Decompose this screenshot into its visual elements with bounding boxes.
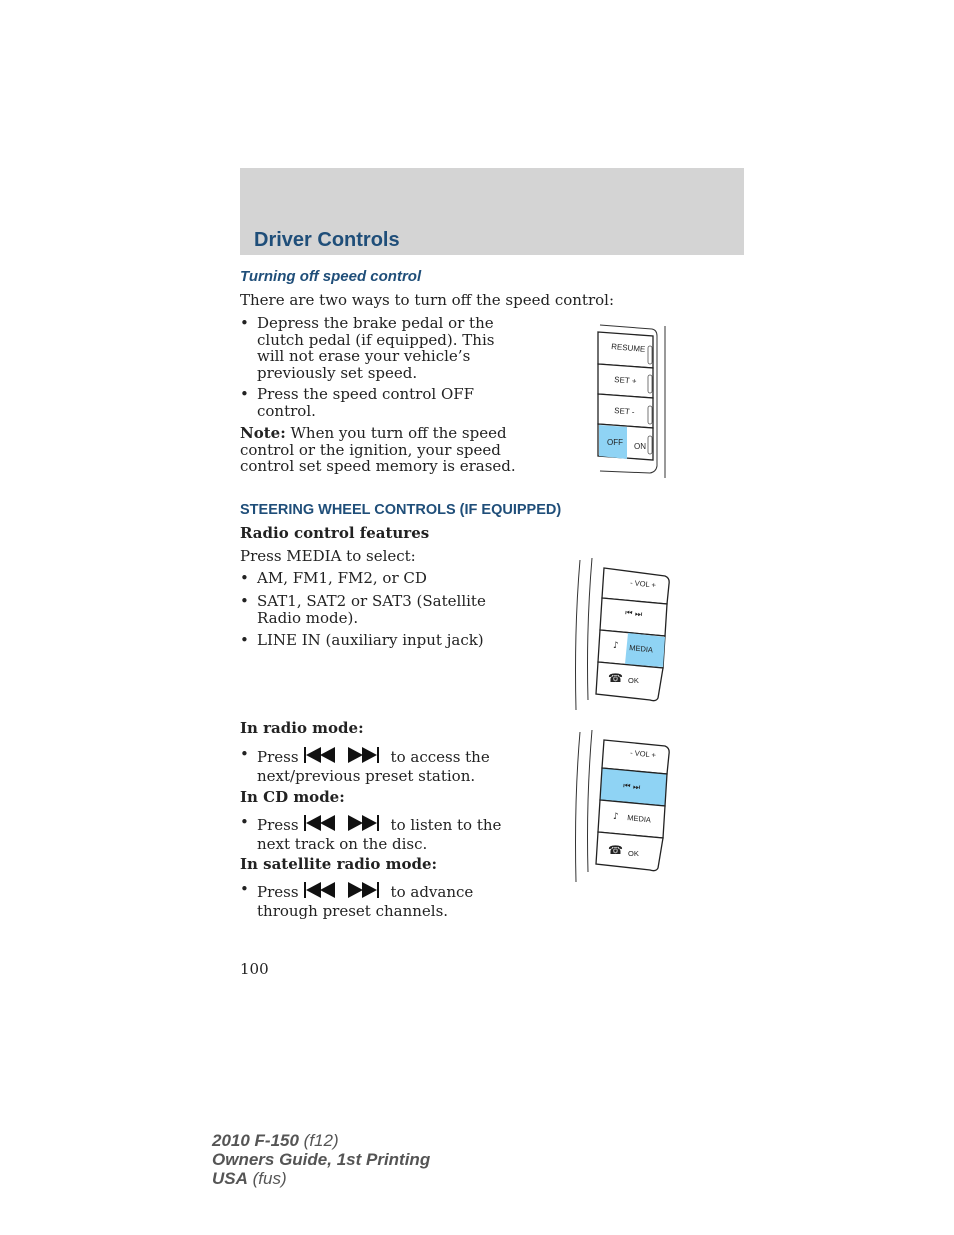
list-item: • SAT1, SAT2 or SAT3 (Satellite Radio mode).	[240, 592, 486, 627]
on-label: ON	[634, 442, 646, 451]
steering-controls-figure-media	[570, 550, 680, 712]
off-on-switch	[598, 424, 653, 460]
seek-icon: ⏮ ⏭	[624, 608, 643, 619]
phone-icon: ☎	[608, 843, 623, 857]
media-label: MEDIA	[628, 643, 654, 655]
off-label: OFF	[607, 438, 623, 447]
set-plus-button	[598, 364, 653, 398]
list-item: • Press to access the next/previous preset station.	[240, 745, 490, 785]
voice-icon: ♪	[613, 812, 619, 822]
list-item: • Press to advance through preset channels.	[240, 880, 474, 920]
footer-print-info: 2010 F-150 (f12) Owners Guide, 1st Printing USA (fus)	[212, 1131, 431, 1188]
bullet-dot: •	[240, 813, 249, 831]
set-minus-label: SET -	[613, 406, 635, 417]
phone-icon: ☎	[608, 671, 623, 685]
phone-ok-button	[596, 662, 663, 701]
media-label: MEDIA	[626, 813, 652, 825]
steering-controls-figure-seek	[570, 722, 680, 884]
bullet-dot: •	[240, 592, 249, 610]
section-title: Driver Controls	[254, 229, 400, 251]
list-item: • LINE IN (auxiliary input jack)	[240, 631, 484, 649]
media-intro: Press MEDIA to select:	[240, 547, 416, 565]
mode-label-cd: In CD mode:	[240, 788, 345, 806]
set-plus-label: SET +	[613, 375, 637, 386]
bullet-dot: •	[240, 880, 249, 898]
list-item: • Depress the brake pedal or the clutch pedal (if equipped). This will not erase your vehicle’s previously set speed.	[240, 314, 495, 382]
list-item: • AM, FM1, FM2, or CD	[240, 569, 427, 587]
heading-turning-off-speed-control: Turning off speed control	[240, 268, 422, 285]
speed-off-note: Note: When you turn off the speed control or the ignition, your speed control set speed memory is erased.	[240, 424, 516, 475]
bullet-dot: •	[240, 314, 249, 332]
vol-label: - VOL +	[629, 578, 657, 590]
bullet-dot: •	[240, 745, 249, 763]
ok-label: OK	[628, 849, 639, 858]
phone-ok-button	[596, 832, 663, 871]
speed-control-switch-figure	[590, 318, 670, 480]
note-label: Note:	[240, 424, 286, 442]
seek-back-forward-icon	[303, 746, 383, 764]
seek-back-forward-icon	[303, 814, 383, 832]
bullet-dot: •	[240, 385, 249, 403]
set-minus-button	[598, 394, 653, 428]
speed-off-intro: There are two ways to turn off the speed control:	[240, 291, 615, 309]
mode-label-radio: In radio mode:	[240, 719, 364, 737]
radio-control-features-subheading: Radio control features	[240, 524, 430, 542]
resume-button	[598, 332, 653, 368]
seek-icon: ⏮ ⏭	[622, 781, 641, 792]
ok-label: OK	[628, 676, 639, 685]
bullet-dot: •	[240, 569, 249, 587]
page-number: 100	[240, 960, 269, 978]
resume-label: RESUME	[610, 342, 646, 354]
voice-icon: ♪	[613, 641, 619, 651]
list-item: • Press the speed control OFF control.	[240, 385, 475, 420]
mode-label-satellite: In satellite radio mode:	[240, 855, 438, 873]
heading-steering-wheel-controls: STEERING WHEEL CONTROLS (IF EQUIPPED)	[240, 502, 562, 518]
vol-label: - VOL +	[629, 748, 657, 760]
seek-back-forward-icon	[303, 881, 383, 899]
list-item: • Press to listen to the next track on the disc.	[240, 813, 502, 853]
bullet-dot: •	[240, 631, 249, 649]
